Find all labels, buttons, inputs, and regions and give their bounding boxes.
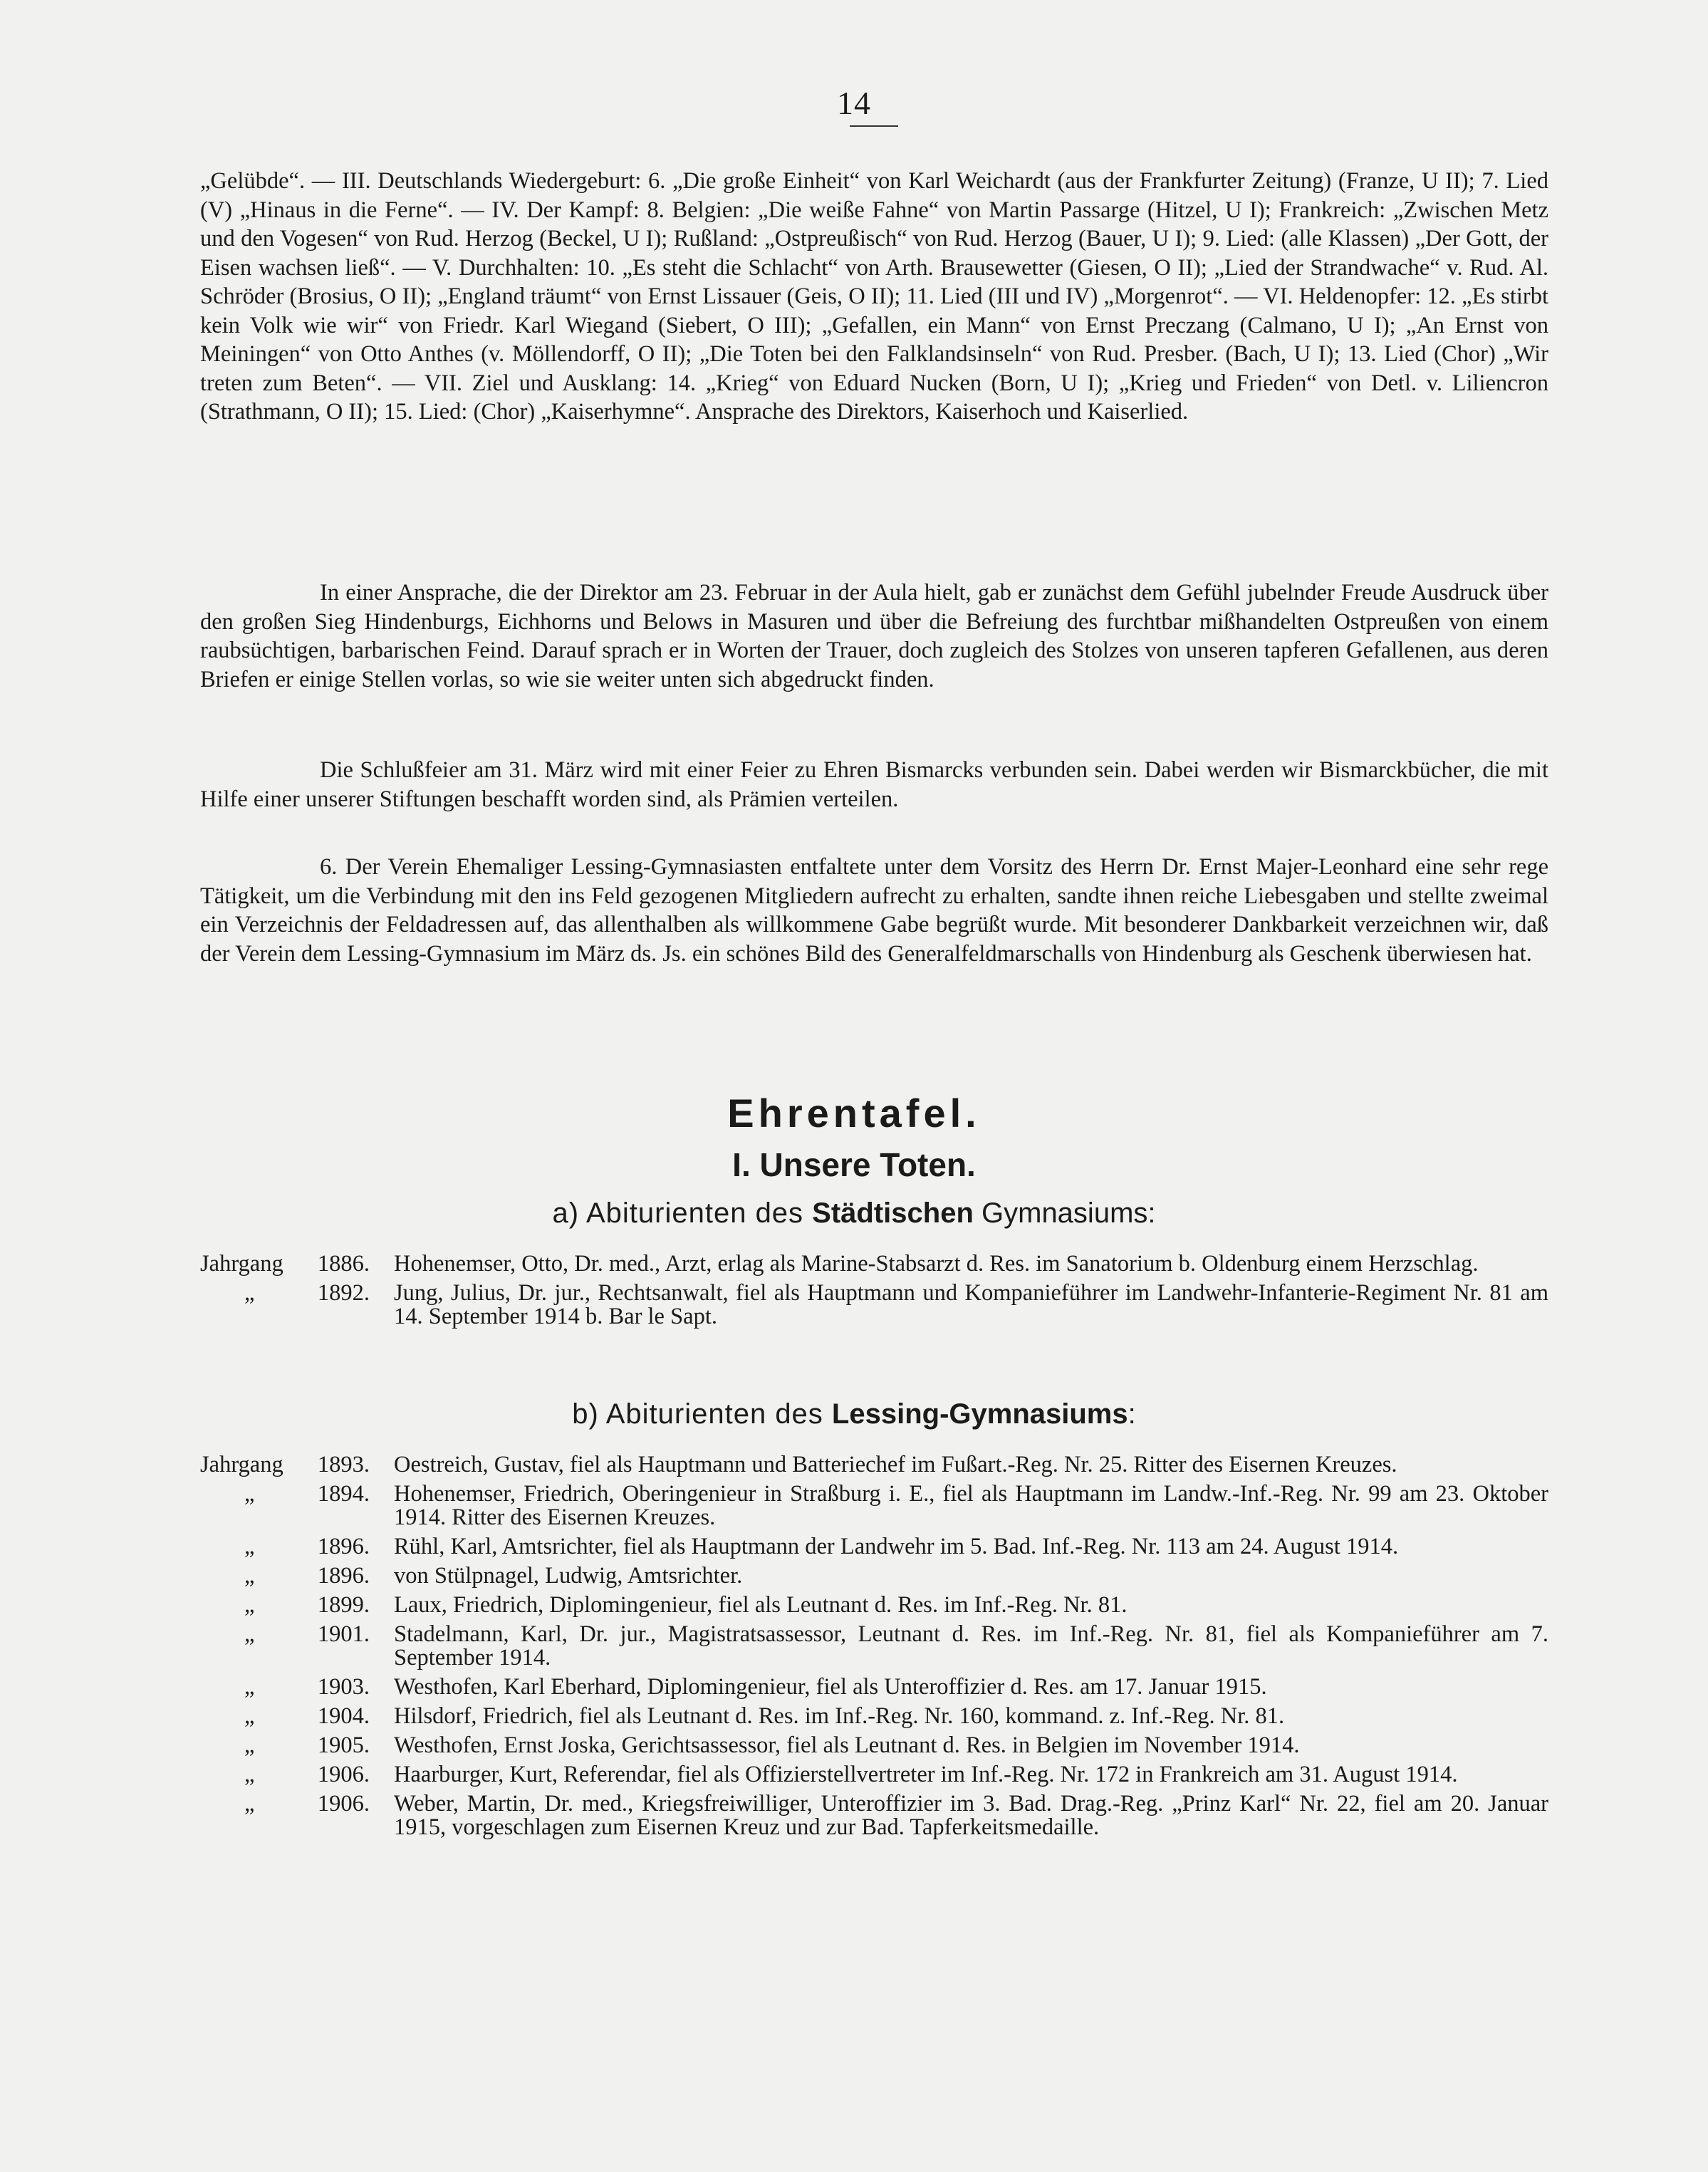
- list-item: [200, 1734, 1548, 1757]
- page-number-underline: [850, 125, 898, 127]
- entry-text: Laux, Friedrich, Diplomingenieur, fiel als Leutnant d. Res. im Inf.-Reg. Nr. 81.: [394, 1592, 1128, 1618]
- list-item: [200, 1792, 1548, 1839]
- paragraph-text: 6. Der Verein Ehemaliger Lessing-Gymnasiasten entfaltete unter dem Vorsitz des Herrn Dr. Ernst Majer-Leonhard eine sehr rege Tätigkeit, um die Verbindung mit den ins Feld gezogenen Mitgliedern aufrecht zu erhalten, sandte ihnen reiche Liebesgaben und stellte zweimal ein Verzeichnis der Feldadressen auf, das allenthalben als willkommene Gabe begrüßt wurde. Mit besonderer Dankbarkeit verzeichnen wir, daß der Verein dem Lessing-Gymnasium im März ds. Js. ein schönes Bild des Generalfeldmarschalls von Hindenburg als Geschenk überwiesen hat.: [200, 854, 1548, 967]
- entry-year: 1905.: [317, 1732, 370, 1758]
- paragraph-text: Die Schlußfeier am 31. März wird mit einer Feier zu Ehren Bismarcks verbunden sein. Dabei werden wir Bismarckbücher, die mit Hilfe einer unserer Stiftungen beschafft worden sind, als Prämien verteilen.: [200, 757, 1548, 812]
- honor-roll-subtitle: I. Unsere Toten.: [732, 1146, 976, 1183]
- paragraph-text: „Gelübde“. — III. Deutschlands Wiedergeburt: 6. „Die große Einheit“ von Karl Weichardt (aus der Frankfurter Zeitung) (Franze, U II); 7. Lied (V) „Hinaus in die Ferne“. — IV. Der Kampf: 8. Belgien: „Die weiße Fahne“ von Martin Passarge (Hitzel, U I); Frankreich: „Zwischen Metz und den Vogesen“ von Rud. Herzog (Beckel, U I); Rußland: „Ostpreußisch“ von Rud. Herzog (Bauer, U I); 9. Lied: (alle Klassen) „Der Gott, der Eisen wachsen ließ“. — V. Durchhalten: 10. „Es steht die Schlacht“ von Arth. Brausewetter (Giesen, O II); „Lied der Strandwache“ v. Rud. Al. Schröder (Brosius, O II); „England träumt“ von Ernst Lissauer (Geis, O II); 11. Lied (III und IV) „Morgenrot“. — VI. Heldenopfer: 12. „Es stirbt kein Volk wie wir“ von Friedr. Karl Wiegand (Siebert, O III); „Gefallen, ein Mann“ von Ernst Preczang (Calmano, U I); „An Ernst von Meiningen“ von Otto Anthes (v. Möllendorff, O II); „Die Toten bei den Falklandsinseln“ von Rud. Presber. (Bach, U I); 13. Lied (Chor) „Wir treten zum Beten“. — VII. Ziel und Ausklang: 14. „Krieg“ von Eduard Nucken (Born, U I); „Krieg und Frieden“ von Detl. v. Liliencron (Strathmann, O II); 15. Lied: (Chor) „Kaiserhymne“. Ansprache des Direktors, Kaiserhoch und Kaiserlied.: [200, 168, 1548, 425]
- entry-year: 1892.: [317, 1280, 370, 1306]
- entry-text: Westhofen, Ernst Joska, Gerichtsassessor, fiel als Leutnant d. Res. in Belgien im November 1914.: [394, 1732, 1300, 1758]
- entry-label: „: [244, 1732, 255, 1758]
- entry-text: Oestreich, Gustav, fiel als Hauptmann und Batteriechef im Fußart.-Reg. Nr. 25. Ritter des Eisernen Kreuzes.: [394, 1452, 1397, 1477]
- entry-label: Jahrgang: [200, 1452, 283, 1477]
- entries-section-b: [200, 1453, 1548, 1845]
- list-item: [200, 1705, 1548, 1728]
- paragraph-program: [200, 167, 1548, 427]
- section-suffix: :: [1128, 1398, 1136, 1430]
- entry-label: „: [244, 1703, 255, 1729]
- entry-year: 1894.: [317, 1481, 370, 1507]
- entry-text: Rühl, Karl, Amtsrichter, fiel als Hauptmann der Landwehr im 5. Bad. Inf.-Reg. Nr. 113 am 24. August 1914.: [394, 1534, 1399, 1559]
- section-prefix: a) Abiturienten des: [552, 1197, 813, 1229]
- entry-year: 1899.: [317, 1592, 370, 1618]
- entry-year: 1886.: [317, 1251, 370, 1277]
- list-item: [200, 1453, 1548, 1477]
- list-item: [200, 1564, 1548, 1588]
- entry-text: Hohenemser, Friedrich, Oberingenieur in Straßburg i. E., fiel als Hauptmann im Landw.-Inf.-Reg. Nr. 99 am 23. Oktober 1914. Ritter des Eisernen Kreuzes.: [394, 1481, 1548, 1530]
- entries-section-a: [200, 1252, 1548, 1334]
- entry-text: Stadelmann, Karl, Dr. jur., Magistratsassessor, Leutnant d. Res. im Inf.-Reg. Nr. 81, fiel als Kompanieführer am 7. September 1914.: [394, 1621, 1548, 1670]
- entry-text: von Stülpnagel, Ludwig, Amtsrichter.: [394, 1563, 743, 1589]
- list-item: [200, 1594, 1548, 1617]
- entry-label: „: [244, 1621, 255, 1647]
- section-suffix: Gymnasiums:: [973, 1197, 1156, 1229]
- entry-year: 1893.: [317, 1452, 370, 1477]
- list-item: [200, 1675, 1548, 1699]
- list-item: [200, 1482, 1548, 1529]
- section-heading-b: [0, 1398, 1708, 1430]
- section-prefix: b) Abiturienten des: [572, 1398, 832, 1430]
- entry-label: „: [244, 1791, 255, 1817]
- entry-year: 1904.: [317, 1703, 370, 1729]
- entry-year: 1896.: [317, 1563, 370, 1589]
- entry-label: „: [244, 1534, 255, 1559]
- entry-year: 1896.: [317, 1534, 370, 1559]
- honor-roll-title: Ehrentafel.: [727, 1091, 981, 1136]
- paragraph-verein: [200, 853, 1548, 968]
- list-item: [200, 1535, 1548, 1559]
- entry-text: Jung, Julius, Dr. jur., Rechtsanwalt, fiel als Hauptmann und Kompanieführer im Landwehr-Infanterie-Regiment Nr. 81 am 14. September 1914 b. Bar le Sapt.: [394, 1280, 1548, 1329]
- paragraph-schlussfeier: [200, 756, 1548, 814]
- section-school: Städtischen: [812, 1197, 974, 1229]
- entry-text: Hohenemser, Otto, Dr. med., Arzt, erlag als Marine-Stabsarzt d. Res. im Sanatorium b. Oldenburg einem Herzschlag.: [394, 1251, 1479, 1277]
- page-number: 14: [837, 85, 871, 121]
- paragraph-text: In einer Ansprache, die der Direktor am 23. Februar in der Aula hielt, gab er zunächst dem Gefühl jubelnder Freude Ausdruck über den großen Sieg Hindenburgs, Eichhorns und Belows in Masuren und über die Befreiung des furchtbar mißhandelten Ostpreußen von einem raubsüchtigen, barbarischen Feind. Darauf sprach er in Worten der Trauer, doch zugleich des Stolzes von unseren tapferen Gefallenen, aus deren Briefen er einige Stellen vorlas, so wie sie weiter unten sich abgedruckt finden.: [200, 580, 1548, 692]
- section-school: Lessing-Gymnasiums: [831, 1398, 1128, 1430]
- entry-label: „: [244, 1762, 255, 1787]
- entry-year: 1906.: [317, 1762, 370, 1787]
- entry-text: Westhofen, Karl Eberhard, Diplomingenieur, fiel als Unteroffizier d. Res. am 17. Januar 1915.: [394, 1674, 1267, 1700]
- entry-label: „: [244, 1280, 255, 1306]
- list-item: [200, 1763, 1548, 1787]
- list-item: [200, 1282, 1548, 1329]
- entry-label: „: [244, 1592, 255, 1618]
- entry-label: „: [244, 1563, 255, 1589]
- entry-year: 1901.: [317, 1621, 370, 1647]
- entry-year: 1906.: [317, 1791, 370, 1817]
- entry-text: Weber, Martin, Dr. med., Kriegsfreiwilliger, Unteroffizier im 3. Bad. Drag.-Reg. „Prinz Karl“ Nr. 22, fiel am 20. Januar 1915, vorgeschlagen zum Eisernen Kreuz und zur Bad. Tapferkeitsmedaille.: [394, 1791, 1548, 1840]
- entry-year: 1903.: [317, 1674, 370, 1700]
- list-item: [200, 1252, 1548, 1276]
- paragraph-ansprache: [200, 578, 1548, 694]
- entry-text: Hilsdorf, Friedrich, fiel als Leutnant d. Res. im Inf.-Reg. Nr. 160, kommand. z. Inf.-Reg. Nr. 81.: [394, 1703, 1285, 1729]
- entry-label: „: [244, 1674, 255, 1700]
- section-heading-a: [0, 1197, 1708, 1230]
- entry-label: „: [244, 1481, 255, 1507]
- entry-label: Jahrgang: [200, 1251, 283, 1277]
- entry-text: Haarburger, Kurt, Referendar, fiel als Offizierstellvertreter im Inf.-Reg. Nr. 172 in Frankreich am 31. August 1914.: [394, 1762, 1458, 1787]
- list-item: [200, 1623, 1548, 1670]
